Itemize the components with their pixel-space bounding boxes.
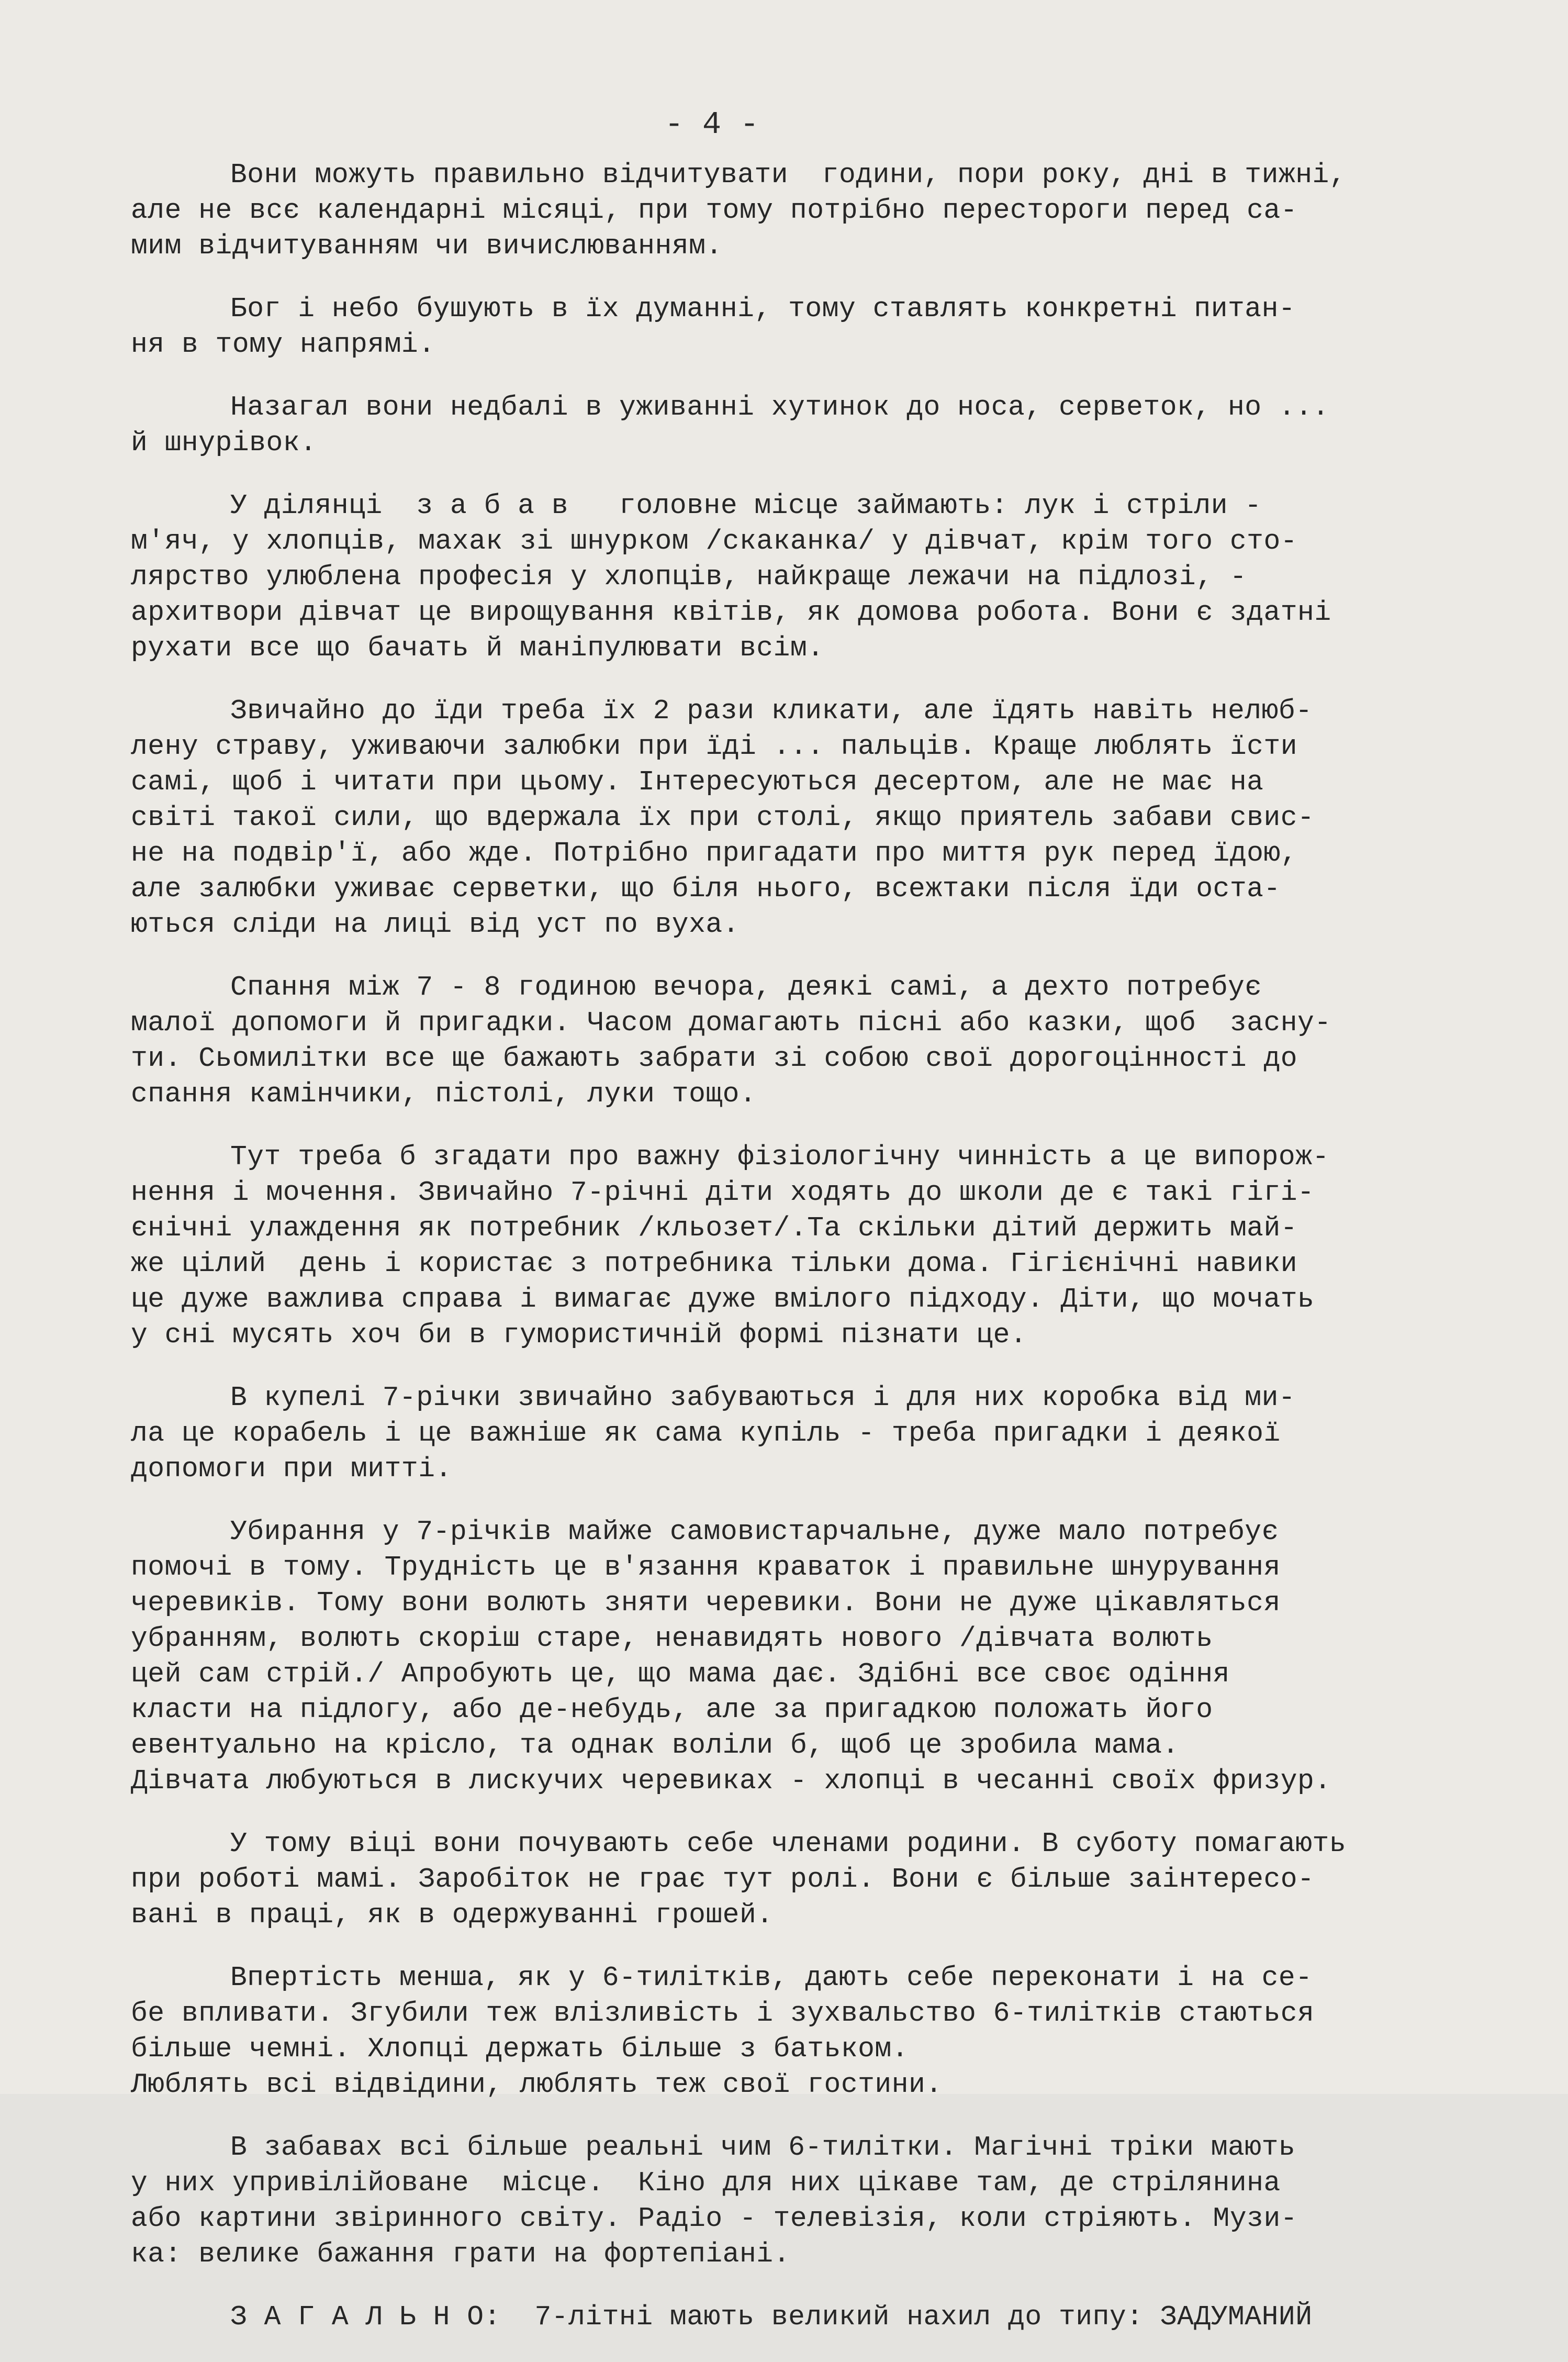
text-line: евентуально на крісло, та однак воліли б, щоб це зробила мама. <box>131 1730 1179 1761</box>
text-line: єнічні улаждення як потребник /кльозет/.Та скільки дітий держить май- <box>131 1212 1298 1244</box>
text-line: В купелі 7-річки звичайно забуваються і для них коробка від ми- <box>230 1382 1296 1413</box>
paragraph-stubbornness <box>131 1960 1513 2102</box>
conclusion-paragraph <box>131 2299 1513 2335</box>
text-line: й шнурівок. <box>131 427 317 459</box>
text-line: при роботі мамі. Заробіток не грає тут ролі. Вони є більше заінтересо- <box>131 1864 1315 1895</box>
text-line: Звичайно до їди треба їх 2 рази кликати, але їдять навіть нелюб- <box>230 695 1313 727</box>
text-line: але не всє календарні місяці, при тому потрібно перестороги перед са- <box>131 195 1298 226</box>
paragraph-physiology <box>131 1139 1513 1353</box>
text-line: В забавах всі більше реальні чим 6-тилітки. Магічні тріки мають <box>230 2132 1296 2163</box>
text-line: У тому віці вони почувають себе членами родини. В суботу помагають <box>230 1828 1347 1859</box>
page-number: - 4 - <box>664 107 759 143</box>
text-line: цей сам стрій./ Апробують це, що мама дає. Здібні все своє одіння <box>131 1658 1230 1690</box>
text-line: лену страву, уживаючи залюбки при їді ... пальців. Краще люблять їсти <box>131 731 1298 762</box>
text-line: ються сліди на лиці від уст по вуха. <box>131 909 740 940</box>
text-line: допомоги при митті. <box>131 1453 452 1485</box>
text-line: ня в тому напрямі. <box>131 329 435 360</box>
text-line: убранням, волють скоріш старе, ненавидять нового /дівчата волють <box>131 1623 1213 1654</box>
paragraph-dressing <box>131 1514 1513 1799</box>
text-line: Тут треба б згадати про важну фізіологічну чинність а це випорож- <box>230 1141 1329 1173</box>
text-line: Спання між 7 - 8 годиною вечора, деякі самі, а дехто потребує <box>230 972 1262 1003</box>
text-line: ка: велике бажання грати на фортепіані. <box>131 2238 790 2270</box>
text-line: архитвори дівчат це вирощування квітів, як домова робота. Вони є здатні <box>131 597 1331 628</box>
paragraph-calendar <box>131 157 1513 264</box>
text-line: ла це корабель і це важніше як сама купіль - треба пригадки і деякої <box>131 1418 1281 1449</box>
paragraph-sleep <box>131 970 1513 1112</box>
text-line: Дівчата любуються в лискучих черевиках - хлопці в чесанні своїх фризур. <box>131 1765 1331 1797</box>
paragraph-god-heaven <box>131 291 1513 362</box>
text-line: же цілий день і користає з потребника тільки дома. Гігієнічні навики <box>131 1248 1298 1279</box>
text-line: самі, щоб і читати при цьому. Інтересуються десертом, але не має на <box>131 766 1264 798</box>
paragraph-games <box>131 488 1513 666</box>
text-line: Бог і небо бушують в їх думанні, тому ставлять конкретні питан- <box>230 293 1296 325</box>
text-line: черевиків. Тому вони волють зняти черевики. Вони не дуже цікавляться <box>131 1587 1281 1619</box>
text-line: у них упривілійоване місце. Кіно для них цікаве там, де стрілянина <box>131 2167 1281 2199</box>
text-line: але залюбки уживає серветки, що біля нього, всежтаки після їди оста- <box>131 873 1281 905</box>
text-line: класти на підлогу, або де-небудь, але за пригадкою положать його <box>131 1694 1213 1725</box>
text-line: Убирання у 7-річків майже самовистарчальне, дуже мало потребує <box>230 1516 1279 1547</box>
text-line: У ділянці з а б а в головне місце займають: лук і стріли - <box>230 490 1262 521</box>
text-line: помочі в тому. Трудність це в'язання краваток і правильне шнурування <box>131 1552 1281 1583</box>
paragraph-bathing <box>131 1380 1513 1487</box>
text-line: не на подвір'ї, або жде. Потрібно пригадати про миття рук перед їдою, <box>131 838 1298 869</box>
text-line: це дуже важлива справа і вимагає дуже вмілого підходу. Діти, що мочать <box>131 1284 1315 1315</box>
text-line: більше чемні. Хлопці держать більше з батьком. <box>131 2033 909 2065</box>
text-line: нення і мочення. Звичайно 7-річні діти ходять до школи де є такі гігі- <box>131 1177 1315 1208</box>
text-line: або картини звіринного світу. Радіо - телевізія, коли стріяють. Музи- <box>131 2203 1298 2234</box>
text-line: вані в праці, як в одержуванні грошей. <box>131 1899 774 1931</box>
text-line: світі такої сили, що вдержала їх при столі, якщо приятель забави свис- <box>131 802 1315 833</box>
paragraph-eating <box>131 693 1513 942</box>
document-body <box>131 157 1513 2362</box>
text-line: малої допомоги й пригадки. Часом домагають пісні або казки, щоб засну- <box>131 1007 1331 1039</box>
text-line: Назагал вони недбалі в уживанні хутинок до носа, серветок, но ... <box>230 392 1329 423</box>
text-line: Впертість менша, як у 6-тилітків, дають себе переконати і на се- <box>230 1962 1313 1993</box>
text-line: рухати все що бачать й маніпулювати всім. <box>131 632 824 664</box>
text-line: спання камінчики, пістолі, луки тощо. <box>131 1078 757 1110</box>
text-line: м'яч, у хлопців, махак зі шнурком /скаканка/ у дівчат, крім того сто- <box>131 526 1298 557</box>
paragraph-entertainment <box>131 2130 1513 2272</box>
text-line: ти. Сьомилітки все ще бажають забрати зі собою свої дорогоцінності до <box>131 1043 1298 1074</box>
paragraph-hygiene-items <box>131 389 1513 461</box>
text-line: бе впливати. Згубили теж влізливість і зухвальство 6-тилітків стаються <box>131 1998 1315 2029</box>
text-line: мим відчитуванням чи вичислюванням. <box>131 230 723 262</box>
text-line: лярство улюблена професія у хлопців, найкраще лежачи на підлозі, - <box>131 561 1247 593</box>
paragraph-family <box>131 1826 1513 1933</box>
text-line: у сні мусять хоч би в гумористичній формі пізнати це. <box>131 1319 1027 1351</box>
conclusion-line: З А Г А Л Ь Н О: 7-літні мають великий нахил до типу: ЗАДУМАНИЙ <box>230 2301 1313 2333</box>
text-line: Люблять всі відвідини, люблять теж свої гостини. <box>131 2069 943 2100</box>
text-line: Вони можуть правильно відчитувати години, пори року, дні в тижні, <box>230 159 1347 191</box>
